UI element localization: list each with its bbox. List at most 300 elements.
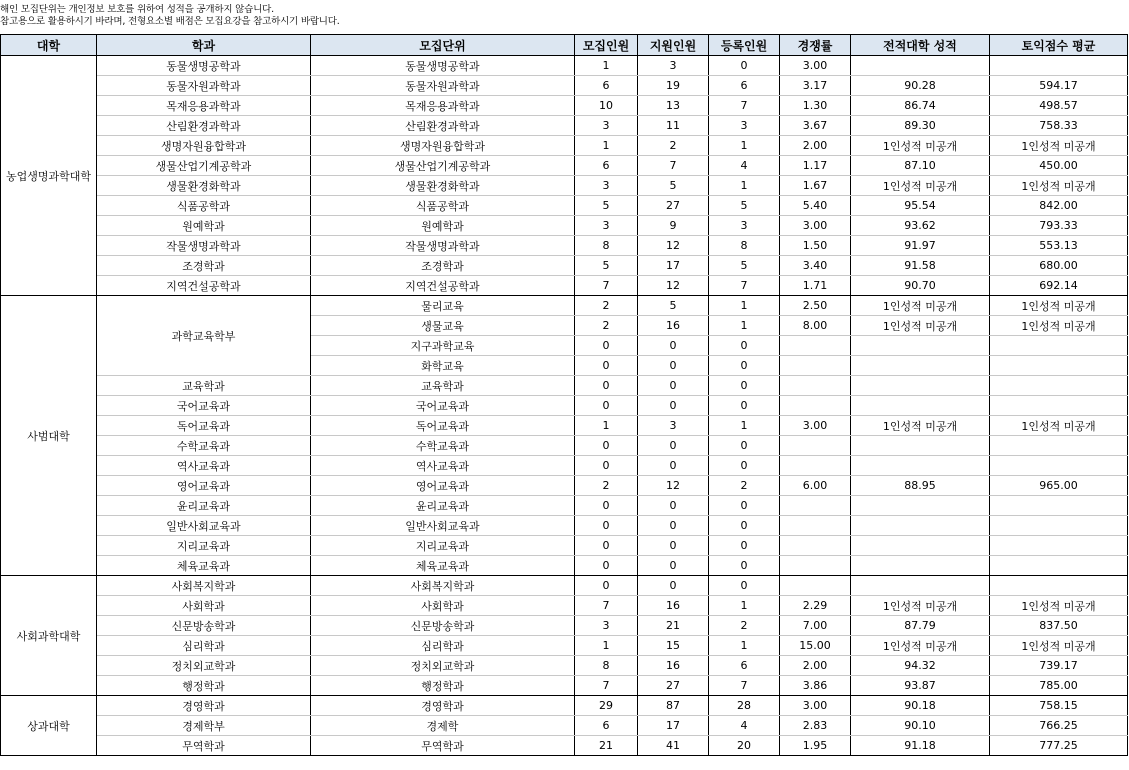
table-row <box>1 656 1128 676</box>
quota-cell: 0 <box>575 556 638 576</box>
quota-cell: 0 <box>575 536 638 556</box>
unit-cell: 영어교육과 <box>311 476 575 496</box>
unit-cell: 동물자원과학과 <box>311 76 575 96</box>
table-row <box>1 276 1128 296</box>
ratio-cell: 1.30 <box>780 96 851 116</box>
gpa-cell: 89.30 <box>851 116 990 136</box>
quota-cell: 1 <box>575 136 638 156</box>
toeic-cell <box>990 336 1128 356</box>
gpa-cell: 1인성적 미공개 <box>851 176 990 196</box>
toeic-cell: 766.25 <box>990 716 1128 736</box>
table-row <box>1 556 1128 576</box>
unit-cell: 일반사회교육과 <box>311 516 575 536</box>
quota-cell: 7 <box>575 276 638 296</box>
gpa-cell: 90.10 <box>851 716 990 736</box>
dept-cell: 국어교육과 <box>97 396 311 416</box>
dept-cell: 생물산업기계공학과 <box>97 156 311 176</box>
table-row <box>1 516 1128 536</box>
table-row <box>1 596 1128 616</box>
table-row <box>1 676 1128 696</box>
table-row <box>1 296 1128 316</box>
gpa-cell <box>851 436 990 456</box>
ratio-cell <box>780 556 851 576</box>
ratio-cell: 3.00 <box>780 56 851 76</box>
dept-cell: 신문방송학과 <box>97 616 311 636</box>
registered-cell: 28 <box>709 696 780 716</box>
dept-cell: 목재응용과학과 <box>97 96 311 116</box>
quota-cell: 6 <box>575 76 638 96</box>
quota-cell: 2 <box>575 296 638 316</box>
admission-results-table <box>0 34 1128 756</box>
applicants-cell: 87 <box>638 696 709 716</box>
gpa-cell: 90.18 <box>851 696 990 716</box>
gpa-cell: 91.97 <box>851 236 990 256</box>
gpa-cell: 93.62 <box>851 216 990 236</box>
toeic-cell: 692.14 <box>990 276 1128 296</box>
registered-cell: 7 <box>709 96 780 116</box>
toeic-cell <box>990 496 1128 516</box>
ratio-cell <box>780 496 851 516</box>
applicants-cell: 17 <box>638 256 709 276</box>
registered-cell: 1 <box>709 176 780 196</box>
ratio-cell: 6.00 <box>780 476 851 496</box>
table-row <box>1 156 1128 176</box>
ratio-cell: 7.00 <box>780 616 851 636</box>
gpa-cell: 1인성적 미공개 <box>851 136 990 156</box>
registered-cell: 6 <box>709 76 780 96</box>
toeic-cell: 680.00 <box>990 256 1128 276</box>
gpa-cell: 95.54 <box>851 196 990 216</box>
ratio-cell: 3.17 <box>780 76 851 96</box>
applicants-cell: 0 <box>638 556 709 576</box>
registered-cell: 0 <box>709 496 780 516</box>
ratio-cell <box>780 516 851 536</box>
unit-cell: 경제학 <box>311 716 575 736</box>
applicants-cell: 0 <box>638 356 709 376</box>
dept-cell: 경제학부 <box>97 716 311 736</box>
col-header-unit: 모집단위 <box>311 35 575 56</box>
toeic-cell: 498.57 <box>990 96 1128 116</box>
registered-cell: 0 <box>709 336 780 356</box>
applicants-cell: 7 <box>638 156 709 176</box>
quota-cell: 0 <box>575 496 638 516</box>
gpa-cell <box>851 496 990 516</box>
gpa-cell <box>851 336 990 356</box>
toeic-cell: 1인성적 미공개 <box>990 136 1128 156</box>
quota-cell: 3 <box>575 176 638 196</box>
registered-cell: 0 <box>709 436 780 456</box>
registered-cell: 0 <box>709 376 780 396</box>
unit-cell: 식품공학과 <box>311 196 575 216</box>
unit-cell: 수학교육과 <box>311 436 575 456</box>
ratio-cell: 15.00 <box>780 636 851 656</box>
toeic-cell <box>990 536 1128 556</box>
dept-cell: 무역학과 <box>97 736 311 756</box>
quota-cell: 0 <box>575 356 638 376</box>
ratio-cell <box>780 356 851 376</box>
table-row <box>1 476 1128 496</box>
toeic-cell: 1인성적 미공개 <box>990 296 1128 316</box>
toeic-cell <box>990 436 1128 456</box>
applicants-cell: 41 <box>638 736 709 756</box>
ratio-cell: 3.00 <box>780 216 851 236</box>
dept-cell: 작물생명과학과 <box>97 236 311 256</box>
quota-cell: 0 <box>575 456 638 476</box>
dept-cell: 사회복지학과 <box>97 576 311 596</box>
registered-cell: 1 <box>709 296 780 316</box>
unit-cell: 국어교육과 <box>311 396 575 416</box>
quota-cell: 0 <box>575 376 638 396</box>
unit-cell: 지역건설공학과 <box>311 276 575 296</box>
gpa-cell: 1인성적 미공개 <box>851 296 990 316</box>
ratio-cell: 1.95 <box>780 736 851 756</box>
registered-cell: 3 <box>709 216 780 236</box>
col-header-gpa: 전적대학 성적 <box>851 35 990 56</box>
applicants-cell: 21 <box>638 616 709 636</box>
quota-cell: 21 <box>575 736 638 756</box>
applicants-cell: 15 <box>638 636 709 656</box>
applicants-cell: 0 <box>638 436 709 456</box>
toeic-cell: 965.00 <box>990 476 1128 496</box>
ratio-cell: 1.17 <box>780 156 851 176</box>
applicants-cell: 17 <box>638 716 709 736</box>
toeic-cell: 793.33 <box>990 216 1128 236</box>
ratio-cell: 2.29 <box>780 596 851 616</box>
toeic-cell: 739.17 <box>990 656 1128 676</box>
registered-cell: 0 <box>709 56 780 76</box>
applicants-cell: 0 <box>638 496 709 516</box>
applicants-cell: 0 <box>638 516 709 536</box>
col-header-quota: 모집인원 <box>575 35 638 56</box>
registered-cell: 0 <box>709 356 780 376</box>
quota-cell: 7 <box>575 596 638 616</box>
gpa-cell: 1인성적 미공개 <box>851 316 990 336</box>
ratio-cell: 2.00 <box>780 656 851 676</box>
quota-cell: 0 <box>575 396 638 416</box>
table-row <box>1 456 1128 476</box>
toeic-cell: 1인성적 미공개 <box>990 596 1128 616</box>
unit-cell: 지구과학교육 <box>311 336 575 356</box>
toeic-cell <box>990 576 1128 596</box>
dept-cell: 행정학과 <box>97 676 311 696</box>
ratio-cell: 5.40 <box>780 196 851 216</box>
toeic-cell <box>990 456 1128 476</box>
dept-cell: 동물생명공학과 <box>97 56 311 76</box>
quota-cell: 5 <box>575 256 638 276</box>
dept-cell: 교육학과 <box>97 376 311 396</box>
applicants-cell: 16 <box>638 596 709 616</box>
table-row <box>1 76 1128 96</box>
table-row <box>1 496 1128 516</box>
dept-cell: 영어교육과 <box>97 476 311 496</box>
registered-cell: 4 <box>709 156 780 176</box>
gpa-cell: 1인성적 미공개 <box>851 416 990 436</box>
table-row <box>1 216 1128 236</box>
quota-cell: 29 <box>575 696 638 716</box>
quota-cell: 0 <box>575 516 638 536</box>
college-cell: 사범대학 <box>1 296 97 576</box>
gpa-cell: 90.70 <box>851 276 990 296</box>
gpa-cell: 94.32 <box>851 656 990 676</box>
applicants-cell: 5 <box>638 176 709 196</box>
dept-cell: 동물자원과학과 <box>97 76 311 96</box>
dept-cell: 체육교육과 <box>97 556 311 576</box>
unit-cell: 생물환경화학과 <box>311 176 575 196</box>
unit-cell: 교육학과 <box>311 376 575 396</box>
unit-cell: 신문방송학과 <box>311 616 575 636</box>
quota-cell: 0 <box>575 576 638 596</box>
registered-cell: 0 <box>709 556 780 576</box>
registered-cell: 20 <box>709 736 780 756</box>
applicants-cell: 2 <box>638 136 709 156</box>
applicants-cell: 0 <box>638 336 709 356</box>
unit-cell: 역사교육과 <box>311 456 575 476</box>
registered-cell: 3 <box>709 116 780 136</box>
toeic-cell: 777.25 <box>990 736 1128 756</box>
table-row <box>1 116 1128 136</box>
quota-cell: 7 <box>575 676 638 696</box>
gpa-cell <box>851 536 990 556</box>
gpa-cell: 93.87 <box>851 676 990 696</box>
registered-cell: 7 <box>709 676 780 696</box>
toeic-cell: 842.00 <box>990 196 1128 216</box>
registered-cell: 0 <box>709 456 780 476</box>
table-row <box>1 56 1128 76</box>
ratio-cell <box>780 396 851 416</box>
gpa-cell: 91.18 <box>851 736 990 756</box>
toeic-cell: 837.50 <box>990 616 1128 636</box>
toeic-cell: 594.17 <box>990 76 1128 96</box>
toeic-cell: 1인성적 미공개 <box>990 636 1128 656</box>
toeic-cell <box>990 376 1128 396</box>
gpa-cell <box>851 356 990 376</box>
ratio-cell: 2.50 <box>780 296 851 316</box>
ratio-cell: 3.67 <box>780 116 851 136</box>
unit-cell: 심리학과 <box>311 636 575 656</box>
table-row <box>1 536 1128 556</box>
gpa-cell: 86.74 <box>851 96 990 116</box>
toeic-cell: 450.00 <box>990 156 1128 176</box>
quota-cell: 1 <box>575 636 638 656</box>
unit-cell: 생물산업기계공학과 <box>311 156 575 176</box>
table-row <box>1 416 1128 436</box>
applicants-cell: 27 <box>638 676 709 696</box>
unit-cell: 생물교육 <box>311 316 575 336</box>
gpa-cell: 1인성적 미공개 <box>851 636 990 656</box>
col-header-dept: 학과 <box>97 35 311 56</box>
applicants-cell: 16 <box>638 656 709 676</box>
unit-cell: 독어교육과 <box>311 416 575 436</box>
ratio-cell: 3.86 <box>780 676 851 696</box>
unit-cell: 화학교육 <box>311 356 575 376</box>
applicants-cell: 16 <box>638 316 709 336</box>
ratio-cell: 8.00 <box>780 316 851 336</box>
dept-cell: 수학교육과 <box>97 436 311 456</box>
dept-cell: 경영학과 <box>97 696 311 716</box>
dept-cell: 역사교육과 <box>97 456 311 476</box>
toeic-cell: 1인성적 미공개 <box>990 416 1128 436</box>
registered-cell: 5 <box>709 196 780 216</box>
unit-cell: 목재응용과학과 <box>311 96 575 116</box>
table-row <box>1 376 1128 396</box>
applicants-cell: 3 <box>638 56 709 76</box>
col-header-toeic: 토익점수 평균 <box>990 35 1128 56</box>
dept-cell: 정치외교학과 <box>97 656 311 676</box>
gpa-cell <box>851 456 990 476</box>
applicants-cell: 9 <box>638 216 709 236</box>
quota-cell: 6 <box>575 156 638 176</box>
applicants-cell: 0 <box>638 456 709 476</box>
quota-cell: 0 <box>575 436 638 456</box>
unit-cell: 윤리교육과 <box>311 496 575 516</box>
toeic-cell <box>990 516 1128 536</box>
ratio-cell <box>780 336 851 356</box>
college-cell: 사회과학대학 <box>1 576 97 696</box>
unit-cell: 작물생명과학과 <box>311 236 575 256</box>
applicants-cell: 0 <box>638 536 709 556</box>
applicants-cell: 27 <box>638 196 709 216</box>
quota-cell: 3 <box>575 216 638 236</box>
dept-cell: 생명자원융합학과 <box>97 136 311 156</box>
unit-cell: 동물생명공학과 <box>311 56 575 76</box>
dept-cell: 산림환경과학과 <box>97 116 311 136</box>
registered-cell: 0 <box>709 536 780 556</box>
table-row <box>1 136 1128 156</box>
toeic-cell: 1인성적 미공개 <box>990 176 1128 196</box>
ratio-cell <box>780 376 851 396</box>
applicants-cell: 12 <box>638 276 709 296</box>
registered-cell: 4 <box>709 716 780 736</box>
toeic-cell <box>990 396 1128 416</box>
table-row <box>1 576 1128 596</box>
registered-cell: 8 <box>709 236 780 256</box>
gpa-cell: 87.10 <box>851 156 990 176</box>
col-header-registered: 등록인원 <box>709 35 780 56</box>
ratio-cell <box>780 536 851 556</box>
quota-cell: 5 <box>575 196 638 216</box>
applicants-cell: 0 <box>638 576 709 596</box>
ratio-cell: 3.40 <box>780 256 851 276</box>
unit-cell: 행정학과 <box>311 676 575 696</box>
gpa-cell <box>851 56 990 76</box>
applicants-cell: 12 <box>638 476 709 496</box>
applicants-cell: 13 <box>638 96 709 116</box>
gpa-cell <box>851 576 990 596</box>
header-row <box>1 35 1128 56</box>
toeic-cell: 758.15 <box>990 696 1128 716</box>
registered-cell: 5 <box>709 256 780 276</box>
table-row <box>1 436 1128 456</box>
dept-cell: 조경학과 <box>97 256 311 276</box>
applicants-cell: 12 <box>638 236 709 256</box>
ratio-cell <box>780 436 851 456</box>
table-row <box>1 236 1128 256</box>
gpa-cell: 1인성적 미공개 <box>851 596 990 616</box>
registered-cell: 1 <box>709 416 780 436</box>
gpa-cell <box>851 516 990 536</box>
table-row <box>1 176 1128 196</box>
dept-cell: 지리교육과 <box>97 536 311 556</box>
ratio-cell: 1.67 <box>780 176 851 196</box>
applicants-cell: 0 <box>638 396 709 416</box>
table-row <box>1 256 1128 276</box>
dept-cell: 독어교육과 <box>97 416 311 436</box>
quota-cell: 8 <box>575 656 638 676</box>
unit-cell: 물리교육 <box>311 296 575 316</box>
dept-cell: 윤리교육과 <box>97 496 311 516</box>
quota-cell: 6 <box>575 716 638 736</box>
gpa-cell <box>851 556 990 576</box>
quota-cell: 1 <box>575 416 638 436</box>
unit-cell: 생명자원융합학과 <box>311 136 575 156</box>
quota-cell: 3 <box>575 116 638 136</box>
gpa-cell: 91.58 <box>851 256 990 276</box>
dept-cell: 지역건설공학과 <box>97 276 311 296</box>
quota-cell: 2 <box>575 476 638 496</box>
unit-cell: 산림환경과학과 <box>311 116 575 136</box>
table-row <box>1 616 1128 636</box>
ratio-cell: 1.50 <box>780 236 851 256</box>
unit-cell: 원예학과 <box>311 216 575 236</box>
note-line: 해인 모집단위는 개인정보 보호를 위하여 성적을 공개하지 않습니다. <box>0 4 274 15</box>
ratio-cell: 1.71 <box>780 276 851 296</box>
unit-cell: 지리교육과 <box>311 536 575 556</box>
applicants-cell: 3 <box>638 416 709 436</box>
table-row <box>1 636 1128 656</box>
table-row <box>1 396 1128 416</box>
dept-cell: 원예학과 <box>97 216 311 236</box>
col-header-ratio: 경쟁률 <box>780 35 851 56</box>
dept-cell: 식품공학과 <box>97 196 311 216</box>
toeic-cell: 1인성적 미공개 <box>990 316 1128 336</box>
table-row <box>1 96 1128 116</box>
quota-cell: 1 <box>575 56 638 76</box>
ratio-cell: 3.00 <box>780 696 851 716</box>
unit-cell: 체육교육과 <box>311 556 575 576</box>
registered-cell: 0 <box>709 576 780 596</box>
gpa-cell <box>851 396 990 416</box>
toeic-cell <box>990 356 1128 376</box>
dept-cell: 심리학과 <box>97 636 311 656</box>
registered-cell: 1 <box>709 636 780 656</box>
registered-cell: 2 <box>709 476 780 496</box>
dept-cell: 사회학과 <box>97 596 311 616</box>
unit-cell: 무역학과 <box>311 736 575 756</box>
toeic-cell: 758.33 <box>990 116 1128 136</box>
table-row <box>1 736 1128 756</box>
registered-cell: 1 <box>709 596 780 616</box>
col-header-applicants: 지원인원 <box>638 35 709 56</box>
college-cell: 농업생명과학대학 <box>1 56 97 296</box>
gpa-cell: 90.28 <box>851 76 990 96</box>
college-cell: 상과대학 <box>1 696 97 756</box>
ratio-cell <box>780 456 851 476</box>
note-line: 참고용으로 활용하시기 바라며, 전형요소별 배점은 모집요강을 참고하시기 바랍니다. <box>0 16 340 27</box>
registered-cell: 0 <box>709 516 780 536</box>
applicants-cell: 11 <box>638 116 709 136</box>
table-row <box>1 196 1128 216</box>
registered-cell: 0 <box>709 396 780 416</box>
dept-cell: 생물환경화학과 <box>97 176 311 196</box>
registered-cell: 1 <box>709 316 780 336</box>
toeic-cell <box>990 56 1128 76</box>
quota-cell: 10 <box>575 96 638 116</box>
gpa-cell: 88.95 <box>851 476 990 496</box>
unit-cell: 사회학과 <box>311 596 575 616</box>
quota-cell: 0 <box>575 336 638 356</box>
registered-cell: 7 <box>709 276 780 296</box>
quota-cell: 8 <box>575 236 638 256</box>
